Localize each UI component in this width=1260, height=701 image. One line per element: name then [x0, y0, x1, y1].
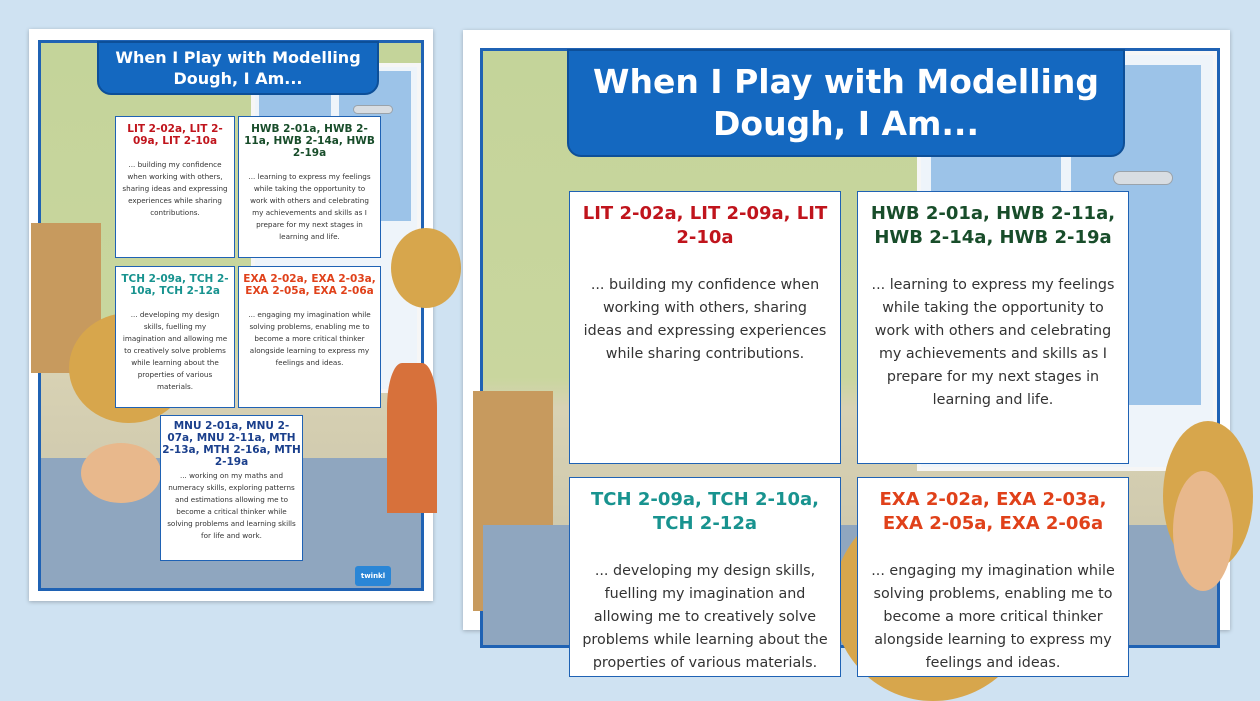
- card-exa-text: ... engaging my imagination while solving problems, enabling me to become a more critical thinker alongside learning to express my feelings and ideas.: [248, 310, 371, 367]
- large-poster-sheet: [463, 30, 1230, 671]
- card-exa: [238, 266, 381, 408]
- card-tch-text: ... developing my design skills, fuelling my imagination and allowing me to creatively solve problems while learning about the properties of various materials.: [122, 310, 228, 391]
- card-tch: [115, 266, 235, 408]
- card-hwb-text: ... learning to express my feelings while taking the opportunity to work with others and celebrating my achievements and skills as I prepare for my next stages in learning and life.: [871, 277, 1115, 408]
- card-exa-code: EXA 2-02a, EXA 2-03a, EXA 2-05a, EXA 2-06a: [243, 273, 376, 297]
- twinkl-logo: twinkl: [355, 566, 391, 586]
- card-tch: [569, 477, 841, 677]
- card-tch-code: TCH 2-09a, TCH 2-10a, TCH 2-12a: [121, 273, 229, 297]
- window-handle: [1113, 171, 1173, 185]
- card-tch-code: TCH 2-09a, TCH 2-10a, TCH 2-12a: [591, 489, 819, 534]
- card-lit-text: ... building my confidence when working with others, sharing ideas and expressing experiences while sharing contributions.: [122, 160, 228, 217]
- card-hwb-text: ... learning to express my feelings while taking the opportunity to work with others and celebrating my achievements and skills as I prepare for my next stages in learning and life.: [248, 172, 371, 241]
- card-hwb-code: HWB 2-01a, HWB 2-11a, HWB 2-14a, HWB 2-19a: [870, 203, 1116, 248]
- large-poster: [480, 48, 1220, 671]
- card-exa-text: ... engaging my imagination while solving problems, enabling me to become a more critical thinker alongside learning to express my feelings and ideas.: [871, 563, 1115, 671]
- card-mnu: [160, 415, 303, 561]
- small-poster-sheet: [29, 29, 433, 601]
- card-tch-text: ... developing my design skills, fuelling my imagination and allowing me to creatively solve problems while learning about the properties of various materials.: [582, 563, 828, 671]
- card-lit-code: LIT 2-02a, LIT 2-09a, LIT 2-10a: [582, 203, 828, 248]
- card-hwb: [238, 116, 381, 258]
- poster-title: When I Play with Modelling Dough, I Am...: [567, 49, 1125, 157]
- card-hwb-code: HWB 2-01a, HWB 2-11a, HWB 2-14a, HWB 2-19a: [244, 123, 375, 159]
- small-poster: [38, 40, 424, 591]
- poster-title: When I Play with Modelling Dough, I Am...: [97, 41, 379, 95]
- card-hwb: [857, 191, 1129, 464]
- card-lit-code: LIT 2-02a, LIT 2-09a, LIT 2-10a: [127, 123, 223, 147]
- card-exa: [857, 477, 1129, 677]
- card-mnu-code: MNU 2-01a, MNU 2-07a, MNU 2-11a, MTH 2-13a, MTH 2-16a, MTH 2-19a: [162, 420, 301, 468]
- card-lit: [569, 191, 841, 464]
- card-mnu-text: ... working on my maths and numeracy skills, exploring patterns and estimations allowing me to become a critical thinker while solving problems and learning skills for life and work.: [167, 471, 296, 540]
- window-handle: [353, 105, 393, 114]
- card-exa-code: EXA 2-02a, EXA 2-03a, EXA 2-05a, EXA 2-06a: [879, 489, 1107, 534]
- card-lit-text: ... building my confidence when working with others, sharing ideas and expressing experiences while sharing contributions.: [583, 277, 827, 362]
- card-lit: [115, 116, 235, 258]
